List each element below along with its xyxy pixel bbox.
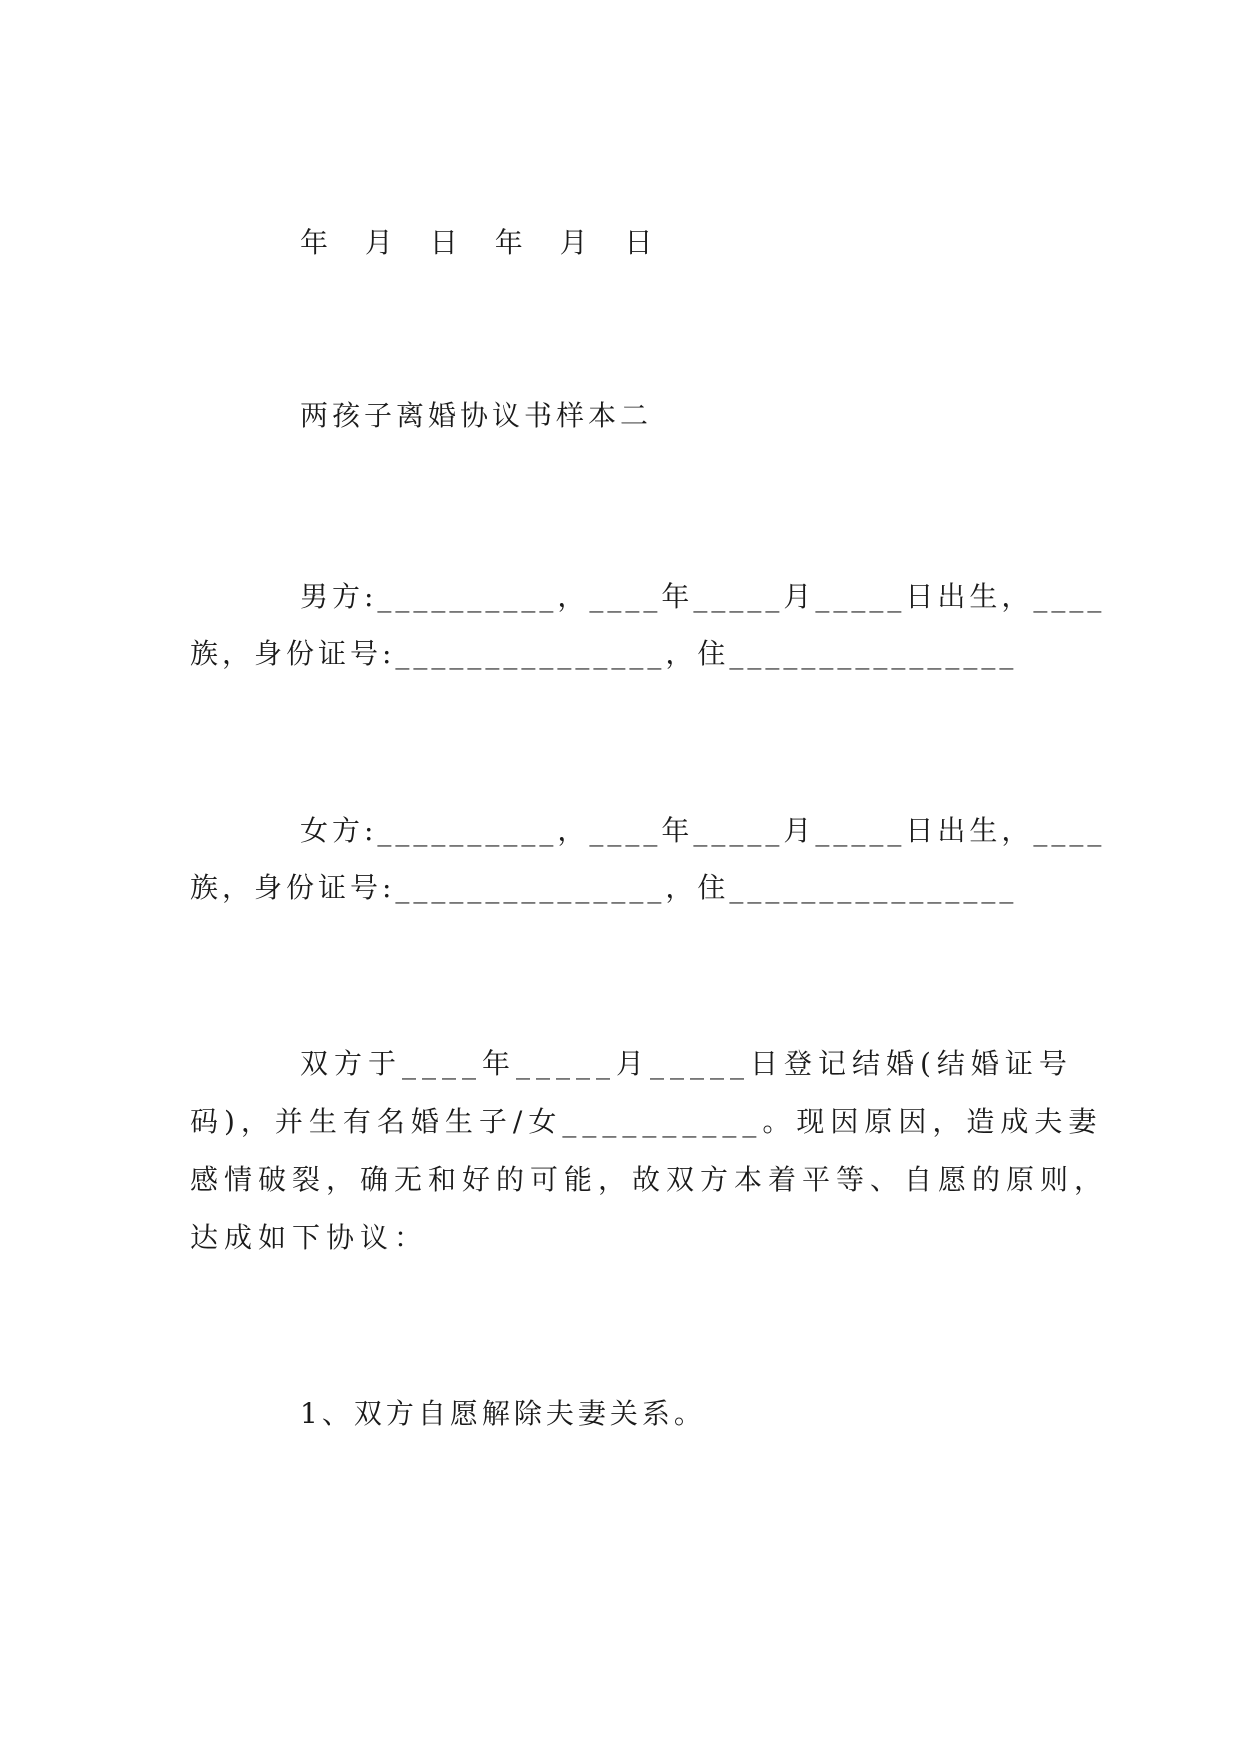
- female-party-line-2: 族，身份证号:_______________，住________________: [190, 871, 1018, 904]
- female-party-line-1: 女方:__________，____年_____月_____日出生，____: [300, 814, 1106, 847]
- marriage-paragraph-line-3: 感情破裂，确无和好的可能，故双方本着平等、自愿的原则，: [190, 1163, 1109, 1196]
- signature-date-line: 年 月 日 年 月 日: [300, 226, 667, 259]
- marriage-paragraph-line-1: 双方于____年_____月_____日登记结婚(结婚证号: [300, 1047, 1073, 1080]
- male-party-line-2: 族，身份证号:_______________，住________________: [190, 637, 1018, 670]
- marriage-paragraph-line-4: 达成如下协议：: [190, 1221, 429, 1254]
- document-title: 两孩子离婚协议书样本二: [300, 399, 653, 432]
- male-party-line-1: 男方:__________，____年_____月_____日出生，____: [300, 580, 1106, 613]
- agreement-item-1: 1、双方自愿解除夫妻关系。: [300, 1397, 706, 1430]
- marriage-paragraph-line-2: 码)，并生有名婚生子/女__________。现因原因，造成夫妻: [190, 1105, 1103, 1138]
